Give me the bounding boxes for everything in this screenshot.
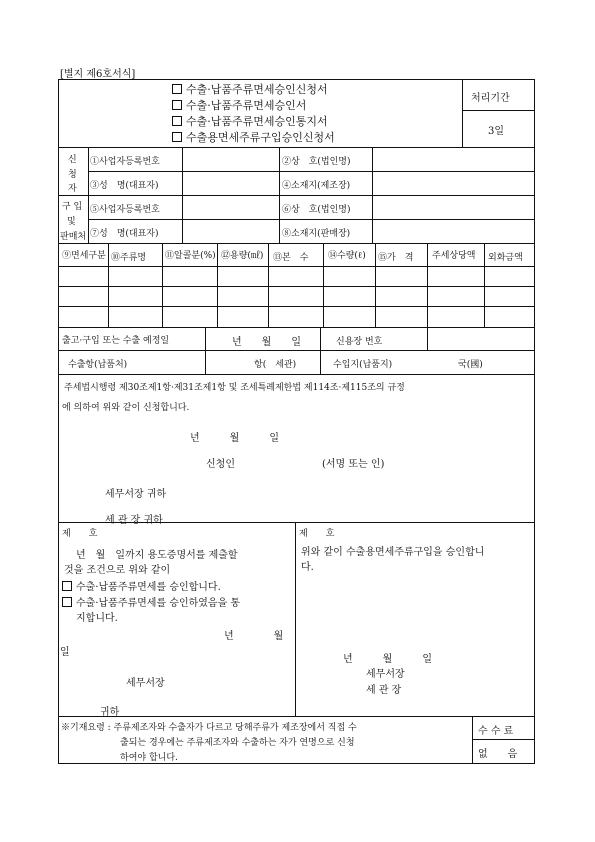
lc-number-label: 신용장 번호	[336, 337, 383, 347]
right-box-officer: 세무서장	[366, 669, 405, 680]
destination-value: 국(國)	[458, 360, 483, 370]
applicant-field-label: ①사업자등록번호	[90, 157, 160, 167]
notice-option-cont: 지합니다.	[76, 613, 118, 624]
title-option: 수출·납품주류면세승인서	[186, 99, 307, 112]
instruction-note: 하여야 합니다.	[120, 753, 178, 763]
signature-label: (서명 또는 인)	[322, 459, 385, 470]
purchaser-field-label: ⑧소재지(판매장)	[282, 229, 351, 239]
approval-option: 수출·납품주류면세를 승인합니다.	[76, 582, 221, 593]
applicant-field-label: ③성 명(대표자)	[90, 181, 159, 191]
column-header: ⑫용량(㎖)	[221, 251, 264, 261]
fee-value: 없 음	[478, 749, 518, 760]
left-box-number: 제 호	[62, 529, 98, 539]
shipping-date-value: 년 월 일	[232, 337, 301, 348]
applicant-label: 신청인	[206, 459, 235, 470]
purchaser-field-label: ⑥상 호(법인명)	[282, 205, 351, 215]
purchaser-field-label: ⑦성 명(대표자)	[90, 229, 159, 239]
title-checkbox[interactable]	[172, 132, 182, 142]
right-box-number: 제 호	[299, 529, 335, 539]
left-box-date: 년 월	[224, 631, 284, 642]
addressee-customs: 세 관 장 귀하	[105, 515, 163, 526]
purchaser-field-label: ⑤사업자등록번호	[90, 205, 160, 215]
title-option: 수출용면세주류구입승인신청서	[186, 131, 335, 144]
statement-line: 에 의하여 위와 같이 신청합니다.	[62, 403, 190, 413]
left-box-honor: 귀하	[100, 707, 120, 718]
left-box-line: 년 월 일까지 용도증명서를 제출할	[76, 550, 238, 561]
left-box-line: 것을 조건으로 위와 같이	[64, 565, 171, 576]
column-header: 외화금액	[488, 253, 523, 263]
left-box-date-day: 일	[60, 647, 70, 658]
instruction-note: ※기재요령 : 주류제조자와 수출자가 다르고 당해주류가 제조장에서 직접 수	[61, 723, 357, 733]
shipping-date-label: 출고·구입 또는 수출 예정일	[62, 336, 170, 346]
notice-checkbox[interactable]	[62, 597, 72, 607]
right-box-officer: 세 관 장	[366, 685, 402, 696]
statement-date: 년 월 일	[190, 433, 279, 444]
title-checkbox[interactable]	[172, 116, 182, 126]
form-label: [별지 제6호서식]	[60, 69, 136, 80]
notice-option: 수출·납품주류면세를 승인하였음을 통	[76, 598, 241, 609]
destination-label: 수입지(납품지)	[333, 360, 393, 370]
right-box-line: 다.	[301, 562, 314, 573]
statement-line: 주세법시행령 제30조제1항·제31조제1항 및 조세특례제한법 제114조·제115조의 규정	[64, 383, 405, 393]
approval-checkbox[interactable]	[62, 581, 72, 591]
addressee-tax-office: 세무서장 귀하	[105, 489, 167, 500]
applicant-field-label: ②상 호(법인명)	[282, 157, 351, 167]
applicant-field-label: ④소재지(제조장)	[282, 181, 351, 191]
column-header: ⑩주류명	[111, 253, 147, 263]
column-header: 주세상당액	[432, 251, 476, 261]
title-option: 수출·납품주류면세승인통지서	[186, 115, 328, 128]
title-checkbox[interactable]	[172, 84, 182, 94]
column-header: ⑮가 격	[378, 253, 414, 263]
title-checkbox[interactable]	[172, 100, 182, 110]
processing-label: 처리기간	[471, 93, 510, 104]
title-option: 수출·납품주류면세승인신청서	[186, 83, 328, 96]
column-header: ⑪알콜분(%)	[165, 251, 216, 261]
column-header: ⑬본 수	[273, 253, 309, 263]
right-box-line: 위와 같이 수출용면세주류구입을 승인합니	[301, 547, 485, 558]
column-header: ⑭수량(ℓ)	[328, 251, 366, 261]
left-box-officer: 세무서장	[126, 678, 165, 689]
instruction-note: 출되는 경우에는 주류제조자와 수출하는 자가 연명으로 신청	[120, 738, 355, 748]
column-header: ⑨면세구분	[62, 251, 106, 261]
export-port-label: 수출항(납품처)	[68, 360, 128, 370]
fee-label: 수 수 료	[478, 726, 514, 737]
export-port-value: 항( 세관)	[254, 360, 297, 370]
right-box-date: 년 월 일	[343, 654, 432, 665]
processing-value: 3일	[488, 126, 505, 137]
